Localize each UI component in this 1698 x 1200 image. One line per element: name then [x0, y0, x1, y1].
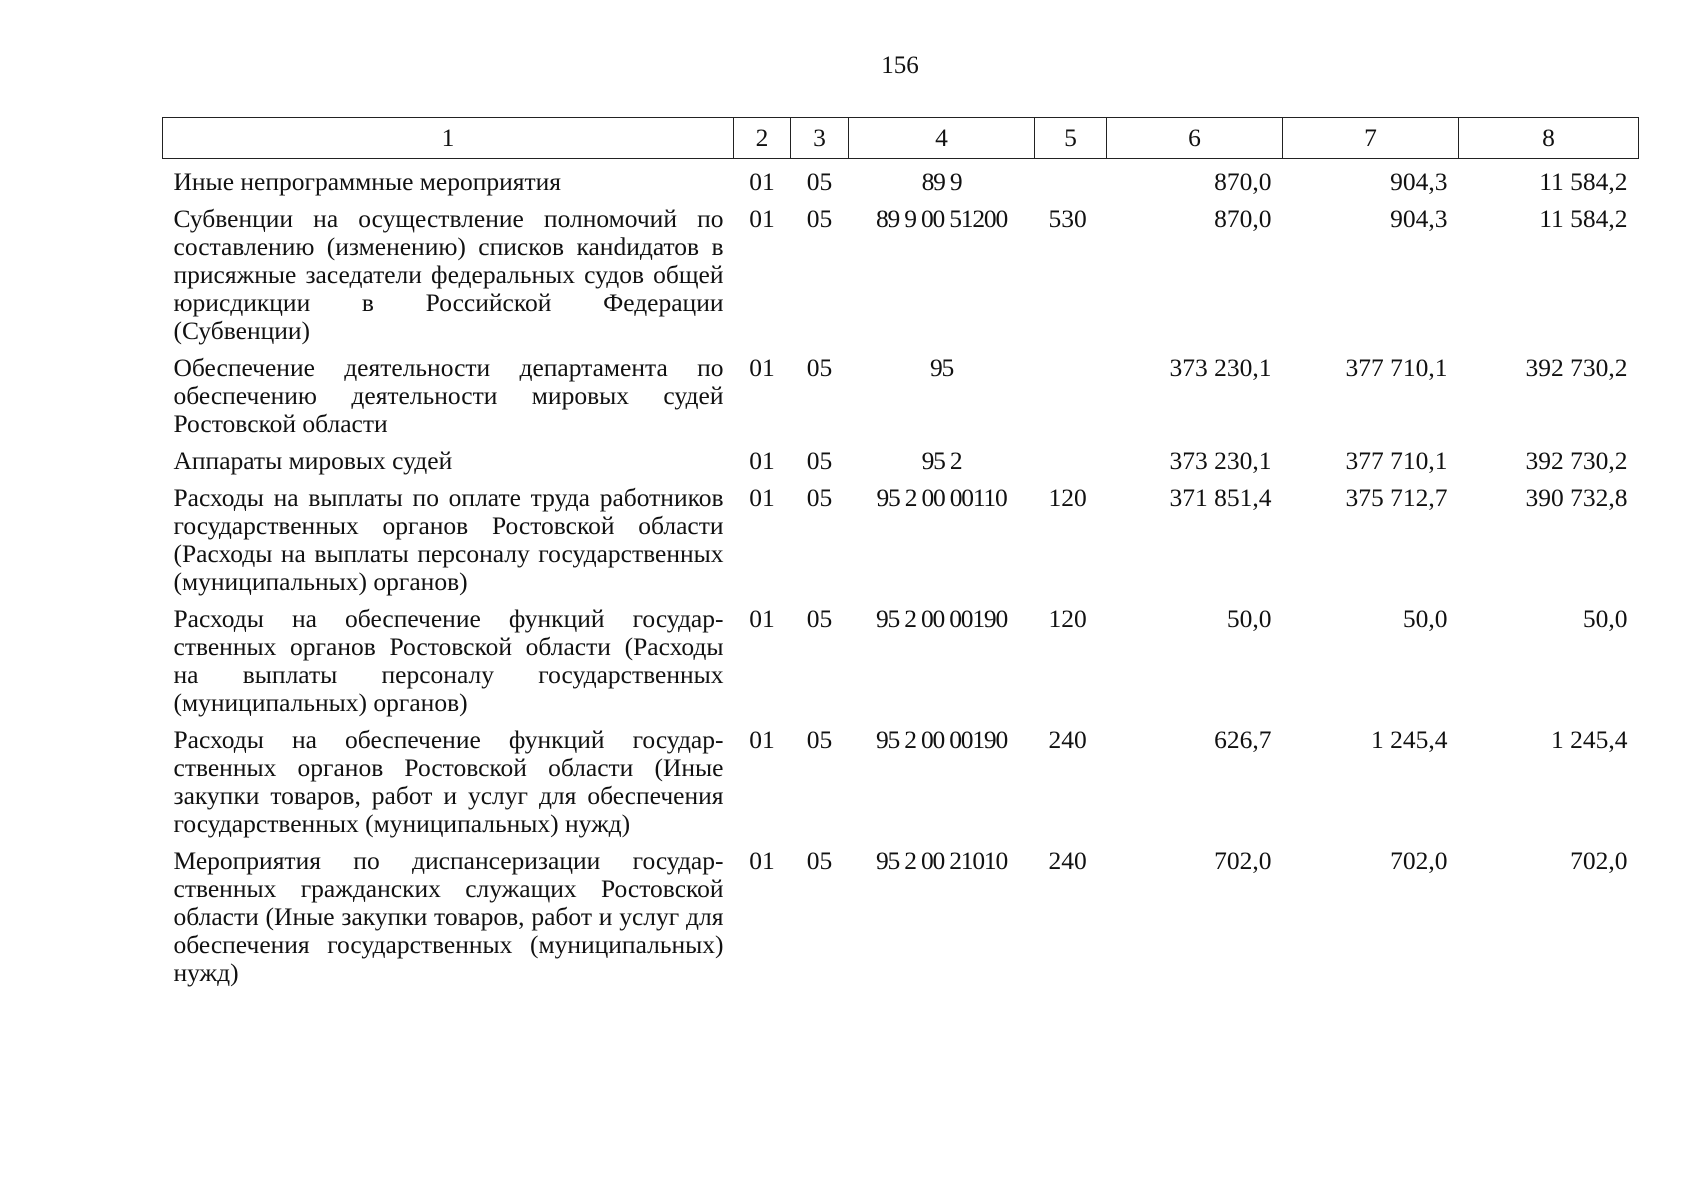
row-section: 01: [749, 167, 775, 196]
row-name: Расходы на обеспечение функций государственных органов Ростовской области (Расходы на выплаты персоналу государственных (муниципальных) органов): [173, 604, 724, 717]
row-amount-col8: 390 732,8: [1525, 483, 1628, 512]
row-amount-col7: 377 710,1: [1345, 353, 1448, 382]
row-target-article: 95: [929, 353, 954, 382]
row-amount-col6: 702,0: [1214, 846, 1272, 875]
row-expense-type: 120: [1048, 604, 1087, 633]
table-row: [163, 196, 1639, 345]
row-amount-col8: 1 245,4: [1551, 725, 1628, 754]
row-name: Иные непрограммные мероприятия: [173, 167, 562, 196]
row-expense-type: [1035, 159, 1107, 197]
row-section: 01: [749, 725, 775, 754]
row-section: 01: [749, 446, 775, 475]
row-amount-col6: 870,0: [1214, 204, 1272, 233]
row-subsection: 05: [806, 604, 833, 633]
header-col-3: 3: [791, 118, 849, 159]
row-amount-col8: 11 584,2: [1539, 167, 1628, 196]
row-amount-col8: 50,0: [1582, 604, 1628, 633]
row-subsection: 05: [806, 483, 833, 512]
header-col-8: 8: [1459, 118, 1639, 159]
row-section: 01: [749, 846, 775, 875]
row-subsection: 05: [806, 446, 833, 475]
header-col-1: 1: [163, 118, 734, 159]
row-name: Субвенции на осуществление полномочий по составлению (изменению) списков канdидатов в присяжные заседатели федеральных судов общей юрисдикции в Российской Федерации (Субвенции): [173, 204, 724, 345]
row-subsection: 05: [806, 167, 833, 196]
header-col-4: 4: [849, 118, 1035, 159]
row-name: Расходы на выплаты по оплате труда работников государственных органов Ростовской области (Расходы на выплаты персоналу государственных (муниципальных) органов): [173, 483, 724, 596]
row-name: Мероприятия по диспансеризации государственных гражданских служащих Ростовской области (Иные закупки товаров, работ и услуг для обеспечения государственных (муниципальных) нужд): [173, 846, 724, 987]
table-row: [163, 438, 1639, 475]
row-subsection: 05: [806, 353, 833, 382]
row-subsection: 05: [806, 725, 833, 754]
table-row: [163, 345, 1639, 438]
row-amount-col6: 373 230,1: [1169, 353, 1272, 382]
row-amount-col7: 377 710,1: [1345, 446, 1448, 475]
row-amount-col6: 870,0: [1214, 167, 1272, 196]
row-amount-col6: 373 230,1: [1169, 446, 1272, 475]
page-number: 156: [881, 52, 919, 79]
row-amount-col7: 702,0: [1390, 846, 1448, 875]
budget-table: [162, 117, 1639, 987]
row-expense-type: 240: [1048, 846, 1087, 875]
row-expense-type: [1035, 345, 1107, 438]
row-expense-type: 120: [1048, 483, 1087, 512]
row-amount-col6: 50,0: [1226, 604, 1272, 633]
row-amount-col8: 392 730,2: [1525, 446, 1628, 475]
row-target-article: 95 2: [921, 446, 962, 475]
row-subsection: 05: [806, 846, 833, 875]
row-amount-col8: 392 730,2: [1525, 353, 1628, 382]
row-expense-type: 530: [1048, 204, 1087, 233]
row-target-article: 89 9 00 51200: [875, 204, 1008, 233]
row-amount-col7: 375 712,7: [1345, 483, 1448, 512]
header-col-7: 7: [1283, 118, 1459, 159]
header-col-6: 6: [1107, 118, 1283, 159]
row-amount-col7: 1 245,4: [1371, 725, 1448, 754]
table-row: [163, 717, 1639, 838]
row-amount-col7: 904,3: [1390, 204, 1448, 233]
row-section: 01: [749, 604, 775, 633]
table-row: [163, 596, 1639, 717]
row-amount-col7: 904,3: [1390, 167, 1448, 196]
header-col-2: 2: [734, 118, 791, 159]
table-header: [163, 118, 1639, 159]
row-amount-col6: 626,7: [1214, 725, 1272, 754]
row-name: Обеспечение деятельности департамента по обеспечению деятельности мировых судей Ростовской области: [173, 353, 724, 438]
row-target-article: 95 2 00 21010: [875, 846, 1008, 875]
row-name: Расходы на обеспечение функций государственных органов Ростовской области (Иные закупки товаров, работ и услуг для обеспечения государственных (муниципальных) нужд): [173, 725, 724, 838]
table-body: [163, 159, 1639, 988]
header-row: [163, 118, 1639, 159]
row-amount-col8: 11 584,2: [1539, 204, 1628, 233]
row-amount-col8: 702,0: [1570, 846, 1628, 875]
row-section: 01: [749, 353, 775, 382]
table-row: [163, 475, 1639, 596]
header-col-5: 5: [1035, 118, 1107, 159]
row-target-article: 89 9: [921, 167, 962, 196]
row-section: 01: [749, 483, 775, 512]
table-row: [163, 838, 1639, 987]
row-name: Аппараты мировых судей: [173, 446, 453, 475]
row-amount-col7: 50,0: [1402, 604, 1448, 633]
row-subsection: 05: [806, 204, 833, 233]
table-row: [163, 159, 1639, 197]
row-section: 01: [749, 204, 775, 233]
row-amount-col6: 371 851,4: [1169, 483, 1272, 512]
row-target-article: 95 2 00 00110: [876, 483, 1007, 512]
row-expense-type: [1035, 438, 1107, 475]
row-target-article: 95 2 00 00190: [875, 725, 1008, 754]
row-target-article: 95 2 00 00190: [875, 604, 1008, 633]
row-expense-type: 240: [1048, 725, 1087, 754]
